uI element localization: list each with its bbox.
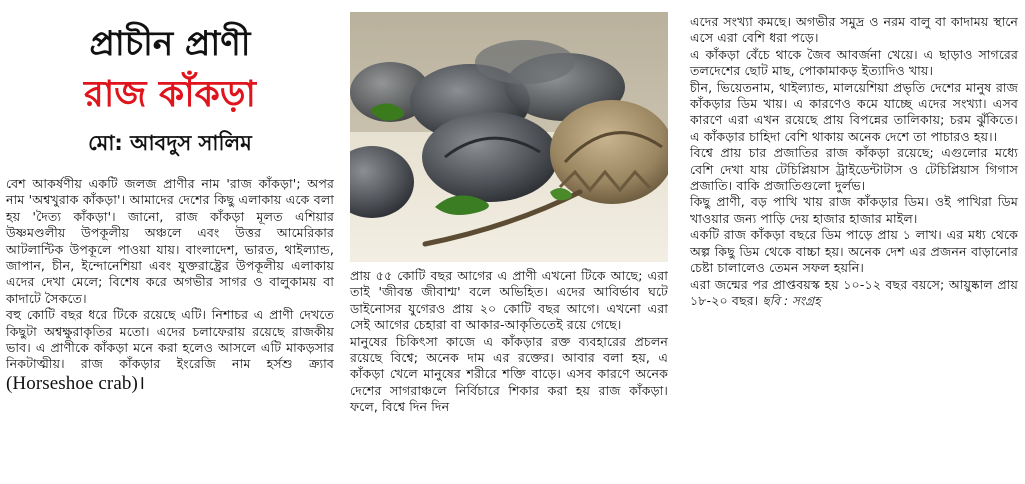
middle-paragraph-2: মানুষের চিকিৎসা কাজে এ কাঁকড়ার রক্ত ব্যবহারের প্রচলন রয়েছে বিশ্বে; অনেক দাম এর রক্তের। আবার বলা হয়, এ কাঁকড়া খেলে মানুষের শরীরে শক্তি বাড়ে। এসব কারণে অনেক দেশের সাগরাঞ্চলে নির্বিচারে শিকার করা হয় রাজ কাঁকড়া। ফলে, বিশ্বে দিন দিন (350, 333, 668, 415)
right-paragraph-6: একটি রাজ কাঁকড়া বছরে ডিম পাড়ে প্রায় ১ লাখ। এর মধ্য থেকে অল্প কিছু ডিম থেকে বাচ্চা হয়। অনেক দেশ এর প্রজনন বাড়ানোর চেষ্টা চালালেও তেমন সফল হয়নি। (690, 227, 1018, 276)
english-name: (Horseshoe crab)। (6, 372, 146, 394)
horseshoe-crab-photo (350, 12, 668, 262)
right-paragraph-1: এদের সংখ্যা কমছে। অগভীর সমুদ্র ও নরম বালু বা কাদাময় স্থানে এসে এরা বেশি ধরা পড়ে। (690, 14, 1018, 46)
article-title: প্রাচীন প্রাণী (89, 24, 251, 64)
middle-paragraph-1: প্রায় ৫৫ কোটি বছর আগের এ প্রাণী এখনো টিকে আছে; এরা তাই 'জীবন্ত জীবাশ্ম' বলে অভিহিত। এদের আবির্ভাব ঘটে ডাইনোসর যুগেরও প্রায় ২০ কোটি বছর আগে। এখনো এরা সেই আগের চেহারা বা আকার-আকৃতিতেই রয়ে গেছে। (350, 268, 668, 333)
author-byline: মো: আবদুস সালিম (88, 131, 252, 155)
right-paragraph-4: বিশ্বে প্রায় চার প্রজাতির রাজ কাঁকড়া রয়েছে; এগুলোর মধ্যে বেশি দেখা যায় টেচিপ্লিয়াস ট্রাইডেন্টাটাস ও টেচিপ্লিয়াস গিগাস প্রজাতি। বাকি প্রজাতিগুলো দুর্লভ। (690, 145, 1018, 194)
crab-illustration (350, 12, 668, 262)
article-subtitle: রাজ কাঁকড়া (84, 74, 256, 115)
left-text-block (6, 176, 334, 395)
middle-text-block (350, 268, 668, 416)
right-paragraph-5: কিছু প্রাণী, বড় পাখি খায় রাজ কাঁকড়ার ডিম। ওই পাখিরা ডিম খাওয়ার জন্য পাড়ি দেয় হাজার হাজার মাইল। (690, 194, 1018, 226)
left-paragraph-1: বেশ আকর্ষণীয় একটি জলজ প্রাণীর নাম 'রাজ কাঁকড়া'; অপর নাম 'অশ্বখুরাক কাঁকড়া'। আমাদের দেশের কিছু এলাকায় একে বলা হয় 'দৈত্য কাঁকড়া'। জানো, রাজ কাঁকড়া মূলত এশিয়ার উষ্ণমণ্ডলীয় উপকূলীয় অঞ্চলে এবং উত্তর আমেরিকার আটলান্টিক উপকূলে পাওয়া যায়। বাংলাদেশ, ভারত, থাইল্যান্ড, জাপান, চীন, ইন্দোনেশিয়া এবং যুক্তরাষ্ট্রের উপকূলীয় এলাকায় এদের দেখা মেলে; বিশেষ করে অগভীর সাগর ও বালুকাময় বা কাদাটে সৈকতে। (6, 176, 334, 306)
right-paragraph-3: চীন, ভিয়েতনাম, থাইল্যান্ড, মালয়েশিয়া প্রভৃতি দেশের মানুষ রাজ কাঁকড়ার ডিম খায়। এ কারণেও কমে যাচ্ছে এদের সংখ্যা। এসব কারণে এরা এখন রয়েছে প্রায় বিপন্নের তালিকায়; চরম ঝুঁকিতে। এ কাঁকড়ার চাহিদা বেশি থাকায় অনেক দেশে তা পাচারও হয়।। (690, 79, 1018, 144)
left-paragraph-2-text: বহু কোটি বছর ধরে টিকে রয়েছে এটি। নিশাচর এ প্রাণী দেখতে কিছুটা অশ্বক্ষুরাকৃতির মতো। এদের চলাফেরায় রয়েছে রাজকীয় ভাব। এ প্রাণীকে কাঁকড়া মনে করা হলেও আসলে এটি মাকড়সার নিকটাত্মীয়। রাজ কাঁকড়ার ইংরেজি নাম হর্সশু ক্র্যাব (6, 307, 334, 372)
right-paragraph-2: এ কাঁকড়া বেঁচে থাকে জৈব আবর্জনা খেয়ে। এ ছাড়াও সাগরের তলদেশের ছোট মাছ, পোকামাকড় ইত্যাদিও খায়। (690, 46, 1018, 79)
right-text-block (690, 14, 1018, 309)
right-paragraph-7-text: এরা জন্মের পর প্রাপ্তবয়স্ক হয় ১০-১২ বছর বয়সে; আয়ুষ্কাল প্রায় ১৮-২০ বছর। (690, 276, 1018, 308)
left-paragraph-2 (6, 307, 334, 395)
right-paragraph-7 (690, 277, 1018, 310)
photo-credit: ছবি : সংগ্রহ (762, 293, 821, 308)
